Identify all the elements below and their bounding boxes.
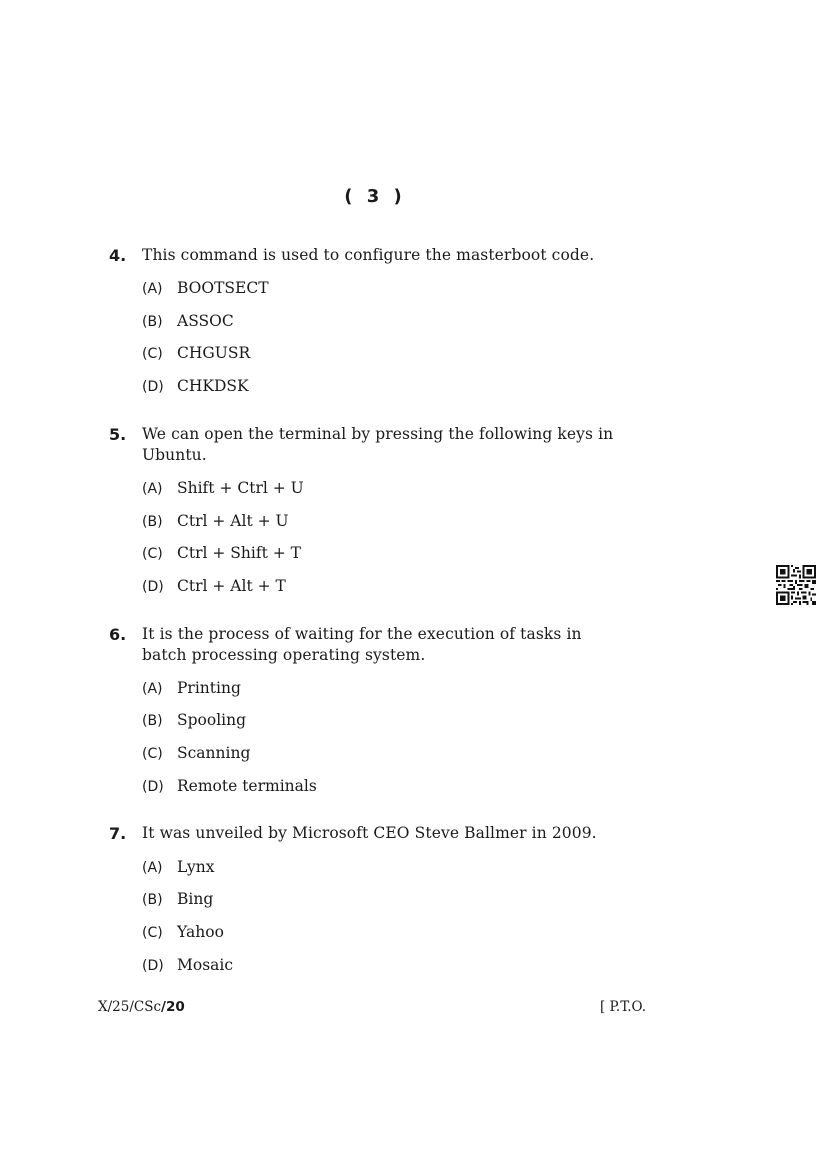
- option-c: [142, 543, 301, 565]
- option-letter: (A): [142, 860, 163, 876]
- option-text: CHGUSR: [177, 344, 251, 362]
- page-number: [0, 186, 747, 207]
- paper-code: [98, 999, 185, 1015]
- option-letter: (C): [142, 925, 163, 941]
- option-c: [142, 922, 224, 944]
- option-letter: (D): [142, 379, 164, 395]
- paper-code-prefix: X/25/CSc: [98, 999, 162, 1015]
- option-a: [142, 478, 304, 500]
- option-d: [142, 576, 286, 598]
- option-text: Yahoo: [177, 923, 224, 941]
- option-letter: (C): [142, 546, 163, 562]
- option-letter: (B): [142, 514, 163, 530]
- option-letter: (C): [142, 746, 163, 762]
- option-text: Spooling: [177, 711, 247, 729]
- option-letter: (A): [142, 281, 163, 297]
- option-letter: (D): [142, 779, 164, 795]
- page-number-value: 3: [366, 186, 381, 207]
- option-text: Ctrl + Shift + T: [177, 544, 301, 562]
- option-a: [142, 678, 241, 700]
- page-number-close-paren: ): [393, 186, 403, 207]
- option-text: BOOTSECT: [177, 279, 269, 297]
- option-text: Mosaic: [177, 956, 234, 974]
- option-letter: (B): [142, 713, 163, 729]
- option-letter: (D): [142, 579, 164, 595]
- question-text: It was unveiled by Microsoft CEO Steve Ballmer in 2009.: [142, 824, 597, 842]
- option-text: Lynx: [177, 858, 215, 876]
- qr-code-icon: [776, 565, 816, 605]
- option-d: [142, 376, 249, 398]
- option-d: [142, 955, 233, 977]
- option-d: [142, 776, 317, 798]
- paper-code-suffix: /20: [161, 999, 185, 1015]
- option-letter: (B): [142, 314, 163, 330]
- option-letter: (D): [142, 958, 164, 974]
- question-number: 5.: [109, 425, 127, 444]
- question-text: This command is used to configure the masterboot code.: [142, 246, 595, 264]
- option-letter: (A): [142, 681, 163, 697]
- option-b: [142, 511, 289, 533]
- question-text: It is the process of waiting for the execution of tasks in batch processing operating system.: [142, 625, 582, 664]
- option-text: ASSOC: [177, 312, 234, 330]
- option-text: Bing: [177, 890, 214, 908]
- option-text: Printing: [177, 679, 241, 697]
- option-text: Remote terminals: [177, 777, 317, 795]
- option-text: Ctrl + Alt + U: [177, 512, 289, 530]
- option-b: [142, 889, 213, 911]
- option-text: Shift + Ctrl + U: [177, 479, 304, 497]
- option-a: [142, 278, 269, 300]
- option-b: [142, 710, 246, 732]
- option-text: Ctrl + Alt + T: [177, 577, 286, 595]
- option-letter: (A): [142, 481, 163, 497]
- option-letter: (B): [142, 892, 163, 908]
- option-letter: (C): [142, 346, 163, 362]
- question-number: 6.: [109, 625, 127, 644]
- question-text: We can open the terminal by pressing the following keys in Ubuntu.: [142, 425, 614, 464]
- option-b: [142, 311, 234, 333]
- option-a: [142, 857, 215, 879]
- option-text: CHKDSK: [177, 377, 249, 395]
- option-c: [142, 343, 250, 365]
- page-number-open-paren: (: [344, 186, 354, 207]
- pto-label: [ P.T.O.: [600, 999, 647, 1015]
- question-number: 4.: [109, 246, 127, 265]
- option-text: Scanning: [177, 744, 251, 762]
- option-c: [142, 743, 250, 765]
- question-number: 7.: [109, 824, 127, 843]
